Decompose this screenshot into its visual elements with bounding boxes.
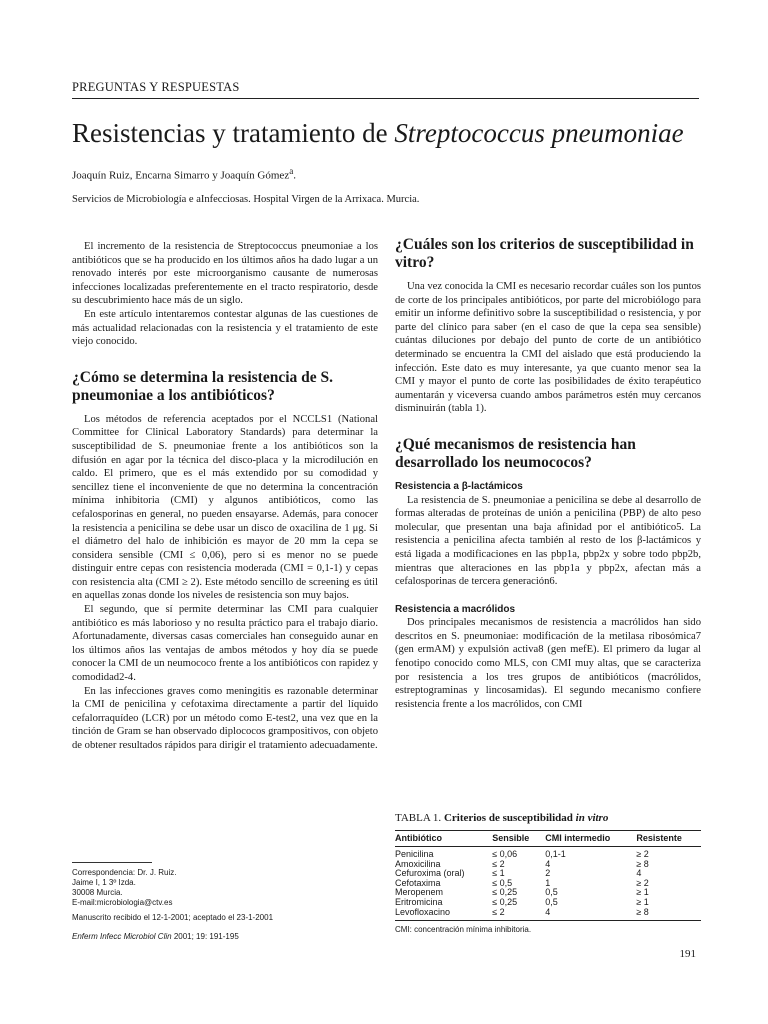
table-cell: Amoxicilina — [395, 858, 441, 869]
correspondence-line: Correspondencia: Dr. J. Ruiz. — [72, 868, 177, 877]
correspondence — [72, 868, 177, 908]
table-cell: Eritromicina — [395, 896, 443, 907]
footnote-rule — [72, 862, 152, 863]
left-column — [72, 240, 378, 753]
article-title — [72, 118, 684, 149]
table-cell: ≤ 0,5 — [492, 877, 513, 888]
correspondence-line: 30008 Murcia. — [72, 888, 123, 897]
table-cell: 1 — [545, 877, 551, 888]
table-cell: 0,5 — [545, 896, 558, 907]
section1-paragraph-3: En las infecciones graves como meningitis es razonable determinar la CMI de penicilina y cefotaxima directamente a partir del líquido cefalorraquídeo (LCR) por un método como E-test2, una vez que en la tinción de Gram se han observado diplococos grampositivos, con objeto de obtener resultados rápidos para dirigir el tratamiento adecuadamente. — [72, 685, 378, 751]
table-1 — [395, 812, 701, 934]
table-cell: 4 — [545, 908, 636, 921]
journal-ref: 2001; 19: 191-195 — [171, 932, 239, 941]
authors: Joaquín Ruiz, Encarna Simarro y Joaquín Gómez$^a$. — [72, 166, 297, 182]
section3-heading: ¿Qué mecanismos de resistencia han desarrollado los neumococos? — [395, 435, 636, 471]
table-header-cell: Antibiótico — [395, 831, 492, 847]
table-header-row — [395, 831, 701, 847]
table-cell: ≤ 0,06 — [492, 849, 518, 859]
table-cell: Cefuroxima (oral) — [395, 868, 465, 879]
table-header-cell: Sensible — [492, 831, 545, 847]
table-cell: ≥ 1 — [636, 896, 649, 907]
subheading-betalactam: Resistencia a β-lactámicos — [395, 480, 523, 492]
journal-name: Enferm Infecc Microbiol Clin — [72, 932, 172, 941]
right-column — [395, 236, 701, 711]
table-cell: 2 — [545, 868, 551, 879]
table-header-cell: CMI intermedio — [545, 831, 636, 847]
section-label: PREGUNTAS Y RESPUESTAS — [72, 80, 240, 94]
table-cell: ≥ 1 — [636, 887, 649, 898]
header-rule — [72, 98, 699, 99]
table-cell: ≤ 2 — [492, 908, 545, 921]
table-cell: 0,5 — [545, 887, 558, 898]
title-species: Streptococcus pneumoniae — [394, 118, 684, 148]
table-cell: ≥ 8 — [636, 908, 701, 921]
correspondence-email: E-mail:microbiologia@ctv.es — [72, 898, 173, 907]
table-cell: 4 — [545, 858, 551, 869]
table-caption-italic: in vitro — [575, 812, 609, 824]
section2-paragraph-1: Una vez conocida la CMI es necesario recordar cuáles son los puntos de corte de los principales antibióticos, por parte del microbiólogo para emitir un informe definitivo sobre la susceptibilidad o resistencia, y por parte del clínico para saber (en el caso de que la cepa sea sensible) cuántas diluciones por debajo del punto de corte de un antibiótico determinado se encuentra la CMI del aislado que está produciendo la infección. Este dato es muy interesante, ya que cuanto menor sea la CMI y mayor el punto de corte las posibilidades de éxito terapéutico aumentarán y viceversa cuando ambos parámetros estén muy cercanos disminuirán (tabla 1). — [395, 281, 701, 415]
table-cell: ≤ 1 — [492, 868, 505, 879]
subheading-macrolide: Resistencia a macrólidos — [395, 603, 516, 615]
intro-paragraph-2: En este artículo intentaremos contestar algunas de las cuestiones de más actualidad relacionadas con la resistencia y el tratamiento de este viejo conocido. — [72, 308, 378, 348]
authors-sup: a — [289, 166, 294, 176]
table-cell: 4 — [636, 868, 642, 879]
intro-paragraph-1: El incremento de la resistencia de Streptococcus pneumoniae a los antibióticos que se ha producido en los últimos años ha dado lugar a un renovado interés por este microorganismo causante de numerosas infecciones localizadas preferentemente en el tracto respiratorio, desde su descubrimiento hace más de un siglo. — [72, 241, 378, 307]
table-cell: Penicilina — [395, 849, 434, 859]
table-cell: ≥ 2 — [636, 877, 649, 888]
table-caption-text: Criterios de susceptibilidad — [443, 812, 573, 824]
table-cell: ≤ 0,25 — [492, 896, 518, 907]
table-cell: Meropenem — [395, 887, 444, 898]
susceptibility-table — [395, 830, 701, 921]
affiliation: Servicios de Microbiología e aInfecciosas. Hospital Virgen de la Arrixaca. Murcia. — [72, 194, 420, 205]
table-caption-label: TABLA 1. — [395, 812, 442, 824]
table-header-cell: Resistente — [636, 831, 701, 847]
table-row — [395, 847, 701, 860]
table-cell: ≥ 8 — [636, 858, 649, 869]
table-cell: ≤ 0,25 — [492, 887, 518, 898]
table-note: CMI: concentración mínima inhibitoria. — [395, 925, 532, 935]
macrolide-paragraph: Dos principales mecanismos de resistencia a macrólidos han sido descritos en S. pneumoniae: modificación de la metilasa ribosómica7 (gen ermAM) y expulsión activa8 (gen mefE). El primero da lugar al fenotipo conocido como MLS, con CMI muy altas, que se caracteriza por resistencia a los tres grupos de antibióticos (macrólidos, estreptograminas y lincosamidas). El segundo mecanismo confiere resistencia frente a los macrólidos, con CMI — [395, 617, 701, 710]
authors-names: Joaquín Ruiz, Encarna Simarro y Joaquín Gómez — [72, 169, 290, 182]
section2-heading: ¿Cuáles son los criterios de susceptibilidad in vitro? — [395, 236, 694, 271]
table-cell: 0,1-1 — [545, 849, 566, 859]
betalactam-paragraph: La resistencia de S. pneumoniae a penicilina se debe al desarrollo de formas alteradas de proteínas de unión a penicilina (PBP) de alto peso molecular, que presentan una baja afinidad por el antibiótico5. La resistencia a penicilina afecta también al resto de los β-lactámicos y está ligada a modificaciones en las pbp1a, pbp2x y sobre todo pbp2b, mientras que alteraciones en las pbp1a y pbp2x, afectan más a cefalosporinas de tercera generación6. — [395, 494, 701, 588]
table-caption — [395, 812, 701, 824]
received-dates: Manuscrito recibido el 12-1-2001; aceptado el 23-1-2001 — [72, 913, 274, 922]
table-cell: Cefotaxima — [395, 877, 441, 888]
correspondence-line: Jaime I, 1 3º Izda. — [72, 878, 136, 887]
section1-heading: ¿Cómo se determina la resistencia de S. pneumoniae a los antibióticos? — [72, 368, 334, 404]
page-number: 191 — [679, 948, 696, 960]
journal-citation — [72, 932, 239, 941]
title-main: Resistencias y tratamiento de — [72, 118, 395, 148]
section1-paragraph-2: El segundo, que sí permite determinar las CMI para cualquier antibiótico es más laborioso y no resulta práctico para el trabajo diario. Afortunadamente, diversas casas comerciales han conseguido aunar en los últimos años las ventajas de ambos métodos y hoy día se puede conocer la CMI de un neumococo frente a los antibióticos con rapidez y comodidad2-4. — [72, 604, 378, 684]
table-cell: ≥ 2 — [636, 849, 649, 859]
section1-paragraph-1: Los métodos de referencia aceptados por el NCCLS1 (National Committee for Clinical Laboratory Standards) para determinar la susceptibilidad de S. pneumoniae frente a los antibióticos son la difusión en agar por la técnica del disco-placa y la microdilución en caldo. El primero, que es el más extendido por su comodidad y sencillez tiene el inconveniente de que no determina la concentración mínima inhibitoria (CMI) y algunos antibióticos, como las cefalosporinas en general, no pueden ensayarse. Además, para conocer la resistencia a penicilina se debe usar un disco de oxacilina de 1 μg. Si el diámetro del halo de inhibición es mayor de 20 mm la cepa se considera sensible (CMI ≤ 0,06), pero si es menor no se puede distinguir entre cepas con resistencia moderada (CMI = 0,1-1) y cepas con resistencia alta (CMI ≥ 2). Este método sencillo de screening es útil en aquellas zonas donde los niveles de resistencia son muy bajos. — [72, 413, 378, 602]
table-cell: ≤ 2 — [492, 858, 505, 869]
table-row — [395, 908, 701, 921]
table-cell: Levofloxacino — [395, 908, 492, 921]
